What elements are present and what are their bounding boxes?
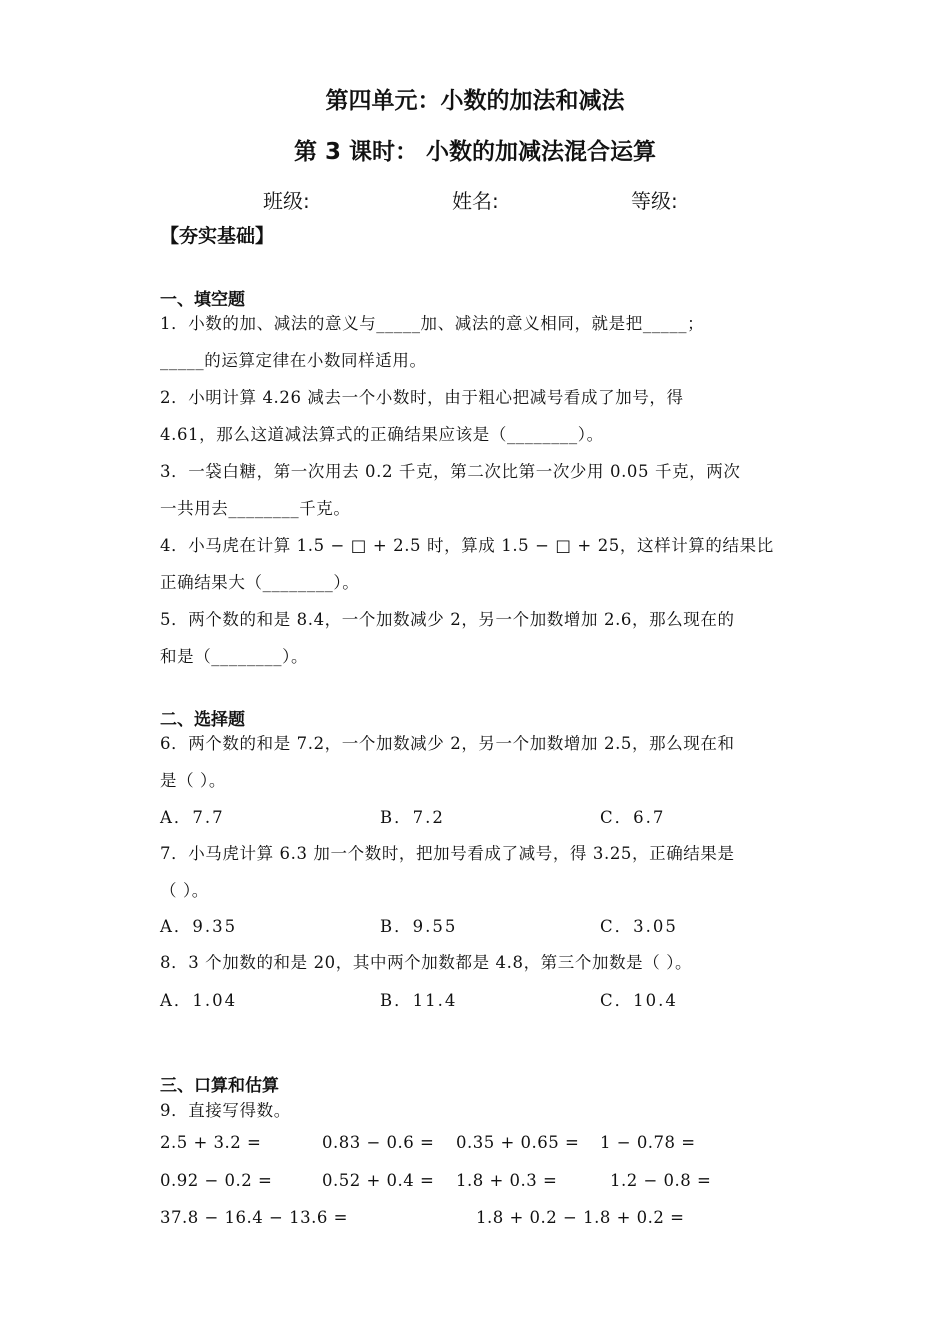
section2-heading: 二、选择题 [160, 710, 245, 730]
question-line: 8．3 个加数的和是 20，其中两个加数都是 4.8，第三个加数是（ ）。 [160, 953, 693, 972]
calc-item: 0.83 − 0.6 = [322, 1133, 435, 1152]
name-label: 姓名: [452, 189, 499, 213]
option-a: A．9.35 [160, 917, 238, 936]
unit-title: 第四单元：小数的加法和减法 [325, 88, 625, 114]
option-a: A．7.7 [160, 808, 225, 827]
option-c: C．10.4 [600, 991, 678, 1010]
option-c: C．6.7 [600, 808, 666, 827]
section3-heading: 三、口算和估算 [160, 1076, 279, 1096]
class-label: 班级: [263, 189, 310, 213]
question-line: 4．小马虎在计算 1.5 − □ + 2.5 时，算成 1.5 − □ + 25，这样计算的结果比 [160, 536, 774, 555]
option-b: B．9.55 [380, 917, 458, 936]
calc-item: 0.35 + 0.65 = [456, 1133, 580, 1152]
question-line: 5．两个数的和是 8.4，一个加数减少 2，另一个加数增加 2.6，那么现在的 [160, 610, 735, 629]
option-b: B．11.4 [380, 991, 458, 1010]
question-line: 9．直接写得数。 [160, 1101, 291, 1120]
question-line: 和是（________）。 [160, 647, 309, 666]
question-line: （ ）。 [160, 881, 209, 900]
calc-item: 1.8 + 0.3 = [456, 1171, 558, 1190]
calc-item: 1.2 − 0.8 = [610, 1171, 712, 1190]
calc-item: 1 − 0.78 = [600, 1133, 696, 1152]
calc-item: 2.5 + 3.2 = [160, 1133, 262, 1152]
question-line: 2．小明计算 4.26 减去一个小数时，由于粗心把减号看成了加号，得 [160, 388, 684, 407]
calc-item: 0.52 + 0.4 = [322, 1171, 435, 1190]
calc-item: 37.8 − 16.4 − 13.6 = [160, 1208, 348, 1227]
section-banner: 【夯实基础】 [160, 225, 275, 247]
question-line: 正确结果大（________）。 [160, 573, 360, 592]
option-a: A．1.04 [160, 991, 238, 1010]
question-line: 7．小马虎计算 6.3 加一个数时，把加号看成了减号，得 3.25，正确结果是 [160, 844, 735, 863]
question-line: 6．两个数的和是 7.2，一个加数减少 2，另一个加数增加 2.5，那么现在和 [160, 734, 735, 753]
option-c: C．3.05 [600, 917, 678, 936]
question-line: 4.61，那么这道减法算式的正确结果应该是（________）。 [160, 425, 604, 444]
section1-heading: 一、填空题 [160, 290, 245, 310]
question-line: _____的运算定律在小数同样适用。 [160, 351, 427, 370]
grade-label: 等级: [631, 189, 678, 213]
question-line: 一共用去________千克。 [160, 499, 351, 518]
option-b: B．7.2 [380, 808, 445, 827]
question-line: 1．小数的加、减法的意义与_____加、减法的意义相同，就是把_____； [160, 314, 705, 333]
calc-item: 1.8 + 0.2 − 1.8 + 0.2 = [476, 1208, 685, 1227]
calc-item: 0.92 − 0.2 = [160, 1171, 273, 1190]
question-line: 3．一袋白糖，第一次用去 0.2 千克，第二次比第一次少用 0.05 千克，两次 [160, 462, 741, 481]
lesson-title: 第 3 课时： 小数的加减法混合运算 [293, 139, 657, 165]
question-line: 是（ ）。 [160, 771, 226, 790]
